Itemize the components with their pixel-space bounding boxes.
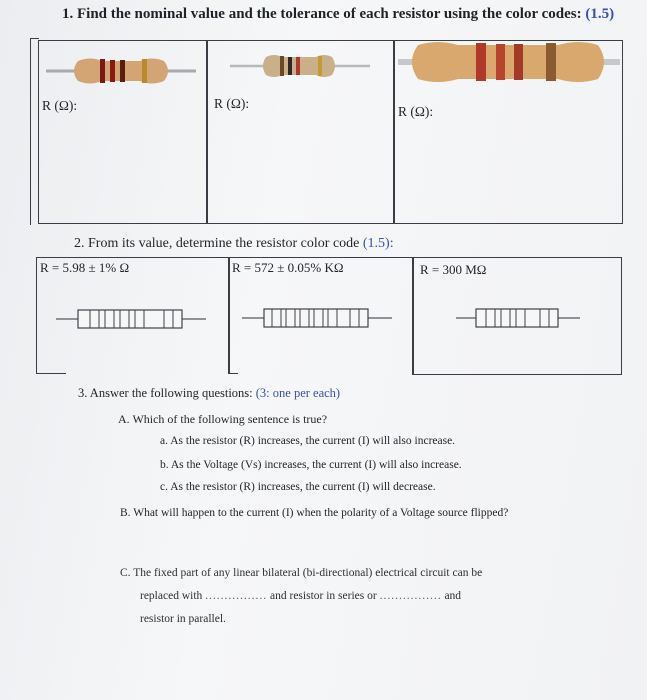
question-3a: A. Which of the following sentence is true?: [118, 412, 328, 426]
q2-value-2: R = 572 ± 0.05% KΩ: [232, 260, 344, 275]
question-3c-line-1: C. The fixed part of any linear bilateral (bi-directional) electrical circuit can be: [120, 567, 483, 579]
resistor-outline-1[interactable]: [56, 307, 206, 331]
question-3c-line-2: replaced with ................ and resistor in series or ................ and: [140, 590, 462, 602]
option-c[interactable]: c. As the resistor (R) increases, the current (I) will decrease.: [160, 481, 436, 493]
resistor-outline-3[interactable]: [456, 306, 580, 330]
option-b[interactable]: b. As the Voltage (Vs) increases, the current (I) will also increase.: [160, 459, 462, 471]
q1-label-2: R (Ω):: [214, 96, 250, 111]
bracket-line: [30, 38, 39, 225]
q2-value-3: R = 300 MΩ: [420, 262, 487, 277]
q1-label-3: R (Ω):: [398, 104, 434, 119]
question-2-title: 2. From its value, determine the resistor color code (1.5):: [74, 236, 394, 251]
q2-value-1: R = 5.98 ± 1% Ω: [40, 260, 130, 275]
box-bottom-line: [36, 373, 66, 374]
blank-field-1[interactable]: ................: [205, 590, 268, 602]
resistor-3-image: [398, 41, 620, 83]
question-3b: B. What will happen to the current (I) when the polarity of a Voltage source flipped?: [120, 507, 509, 519]
question-3-title: 3. Answer the following questions: (3: one per each): [78, 386, 341, 400]
question-3c-line-3: resistor in parallel.: [140, 613, 226, 625]
question-1-title: 1. Find the nominal value and the tolerance of each resistor using the color codes: (1.5): [62, 6, 615, 22]
blank-field-2[interactable]: ................: [379, 590, 442, 602]
resistor-outline-2[interactable]: [242, 306, 392, 330]
resistor-2-image: [230, 52, 370, 80]
box-bottom-line: [228, 373, 238, 374]
q1-label-1: R (Ω):: [42, 98, 78, 113]
option-a[interactable]: a. As the resistor (R) increases, the current (I) will also increase.: [160, 435, 456, 447]
resistor-1-image: [46, 54, 196, 88]
